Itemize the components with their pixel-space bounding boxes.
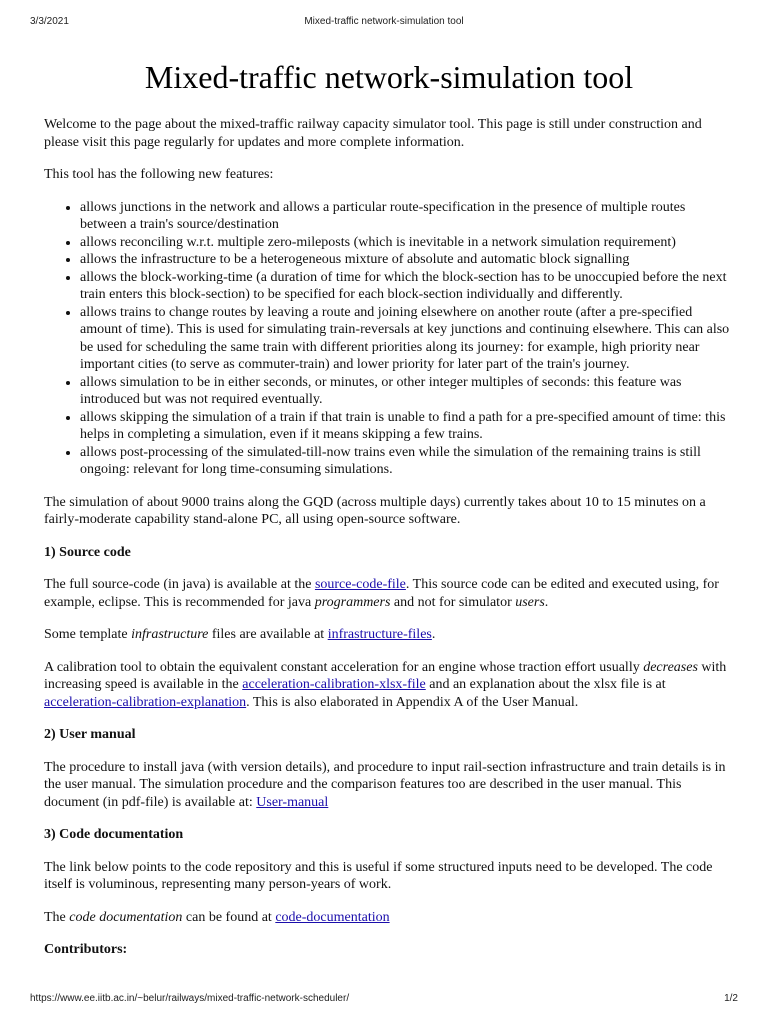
code-documentation-paragraph: The code documentation can be found at code-documentation: [44, 909, 390, 925]
features-list: [44, 199, 734, 479]
list-item: • allows post-processing of the simulated-till-now trains even while the simulation of the remaining trains is still ongoing: relevant for long time-consuming simulations.: [80, 444, 734, 479]
section-heading-user-manual: 2) User manual: [44, 727, 136, 742]
list-item: • allows trains to change routes by leaving a route and joining elsewhere on another route (after a pre-specified amount of time). This is used for simulating train-reversals at key junctions and continuing elsewhere. This can also be used for scheduling the same train with different priorities along its journey: for example, high priority near important cities (to serve as commuter-train) and lower priority for later part of the train's journey.: [80, 304, 734, 374]
source-code-file-link[interactable]: source-code-file: [314, 577, 406, 592]
section-heading-contributors: Contributors:: [44, 942, 128, 957]
list-item: • allows reconciling w.r.t. multiple zero-mileposts (which is inevitable in a network simulation requirement): [80, 234, 734, 252]
features-intro: This tool has the following new features:: [44, 167, 274, 182]
acceleration-calibration-explanation-link[interactable]: acceleration-calibration-explanation: [44, 694, 247, 710]
simulation-note: The simulation of about 9000 trains along the GQD (across multiple days) currently takes about 10 to 15 minutes on a fairly-moderate capability stand-alone PC, all using open-source software.: [44, 494, 706, 527]
user-manual-link[interactable]: User-manual: [256, 794, 329, 810]
section-heading-code-documentation: 3) Code documentation: [44, 827, 184, 842]
list-item: • allows junctions in the network and allows a particular route-specification in the presence of multiple routes between a train's source/destination: [80, 199, 734, 234]
section-heading-source-code: 1) Source code: [44, 544, 131, 560]
page-title: Mixed-traffic network-simulation tool: [144, 59, 634, 95]
list-item: • allows the block-working-time (a duration of time for which the block-section has to be unoccupied before the next train enters this block-section) to be specified for each block-section individually and differently.: [80, 269, 734, 304]
infrastructure-files-link[interactable]: infrastructure-files: [327, 627, 432, 642]
source-code-paragraph: The full source-code (in java) is available at the source-code-file. This source code can be edited and executed using, for example, eclipse. This is recommended for java programmers and not for simulator users.: [44, 577, 719, 610]
user-manual-paragraph: The procedure to install java (with version details), and procedure to input rail-section infrastructure and train details is in the user manual. The simulation procedure and the comparison features too are described in the user manual. This document (in pdf-file) is available at: User-manual: [44, 759, 726, 810]
page-number: 1/2: [724, 993, 738, 1004]
list-item: • allows skipping the simulation of a train if that train is unable to find a path for a pre-specified amount of time: this helps in completing a simulation, even if it means skipping a few trains.: [80, 409, 734, 444]
calibration-paragraph: A calibration tool to obtain the equivalent constant acceleration for an engine whose traction effort usually decreases with increasing speed is available in the acceleration-calibration-xlsx-file and an explanation about the xlsx file is at acceleration-calibration-explanation. This is also elaborated in Appendix A of the User Manual.: [44, 659, 727, 710]
intro-paragraph: Welcome to the page about the mixed-traffic railway capacity simulator tool. This page is still under construction and please visit this page regularly for updates and more complete information.: [44, 117, 702, 150]
print-date: 3/3/2021: [30, 16, 69, 27]
list-item: • allows simulation to be in either seconds, or minutes, or other integer multiples of seconds: this feature was introduced but was not required eventually.: [80, 374, 734, 409]
print-url: https://www.ee.iitb.ac.in/~belur/railways/mixed-traffic-network-scheduler/: [30, 993, 350, 1004]
code-documentation-link[interactable]: code-documentation: [275, 909, 390, 925]
list-item: • allows the infrastructure to be a heterogeneous mixture of absolute and automatic block signalling: [80, 251, 734, 269]
code-repo-paragraph: The link below points to the code repository and this is useful if some structured inputs need to be developed. The code itself is voluminous, representing many person-years of work.: [44, 859, 713, 892]
print-title: Mixed-traffic network-simulation tool: [304, 16, 464, 27]
infrastructure-paragraph: Some template infrastructure files are available at infrastructure-files.: [44, 627, 436, 642]
page-content: [44, 58, 734, 974]
acceleration-calibration-xlsx-link[interactable]: acceleration-calibration-xlsx-file: [242, 677, 426, 692]
